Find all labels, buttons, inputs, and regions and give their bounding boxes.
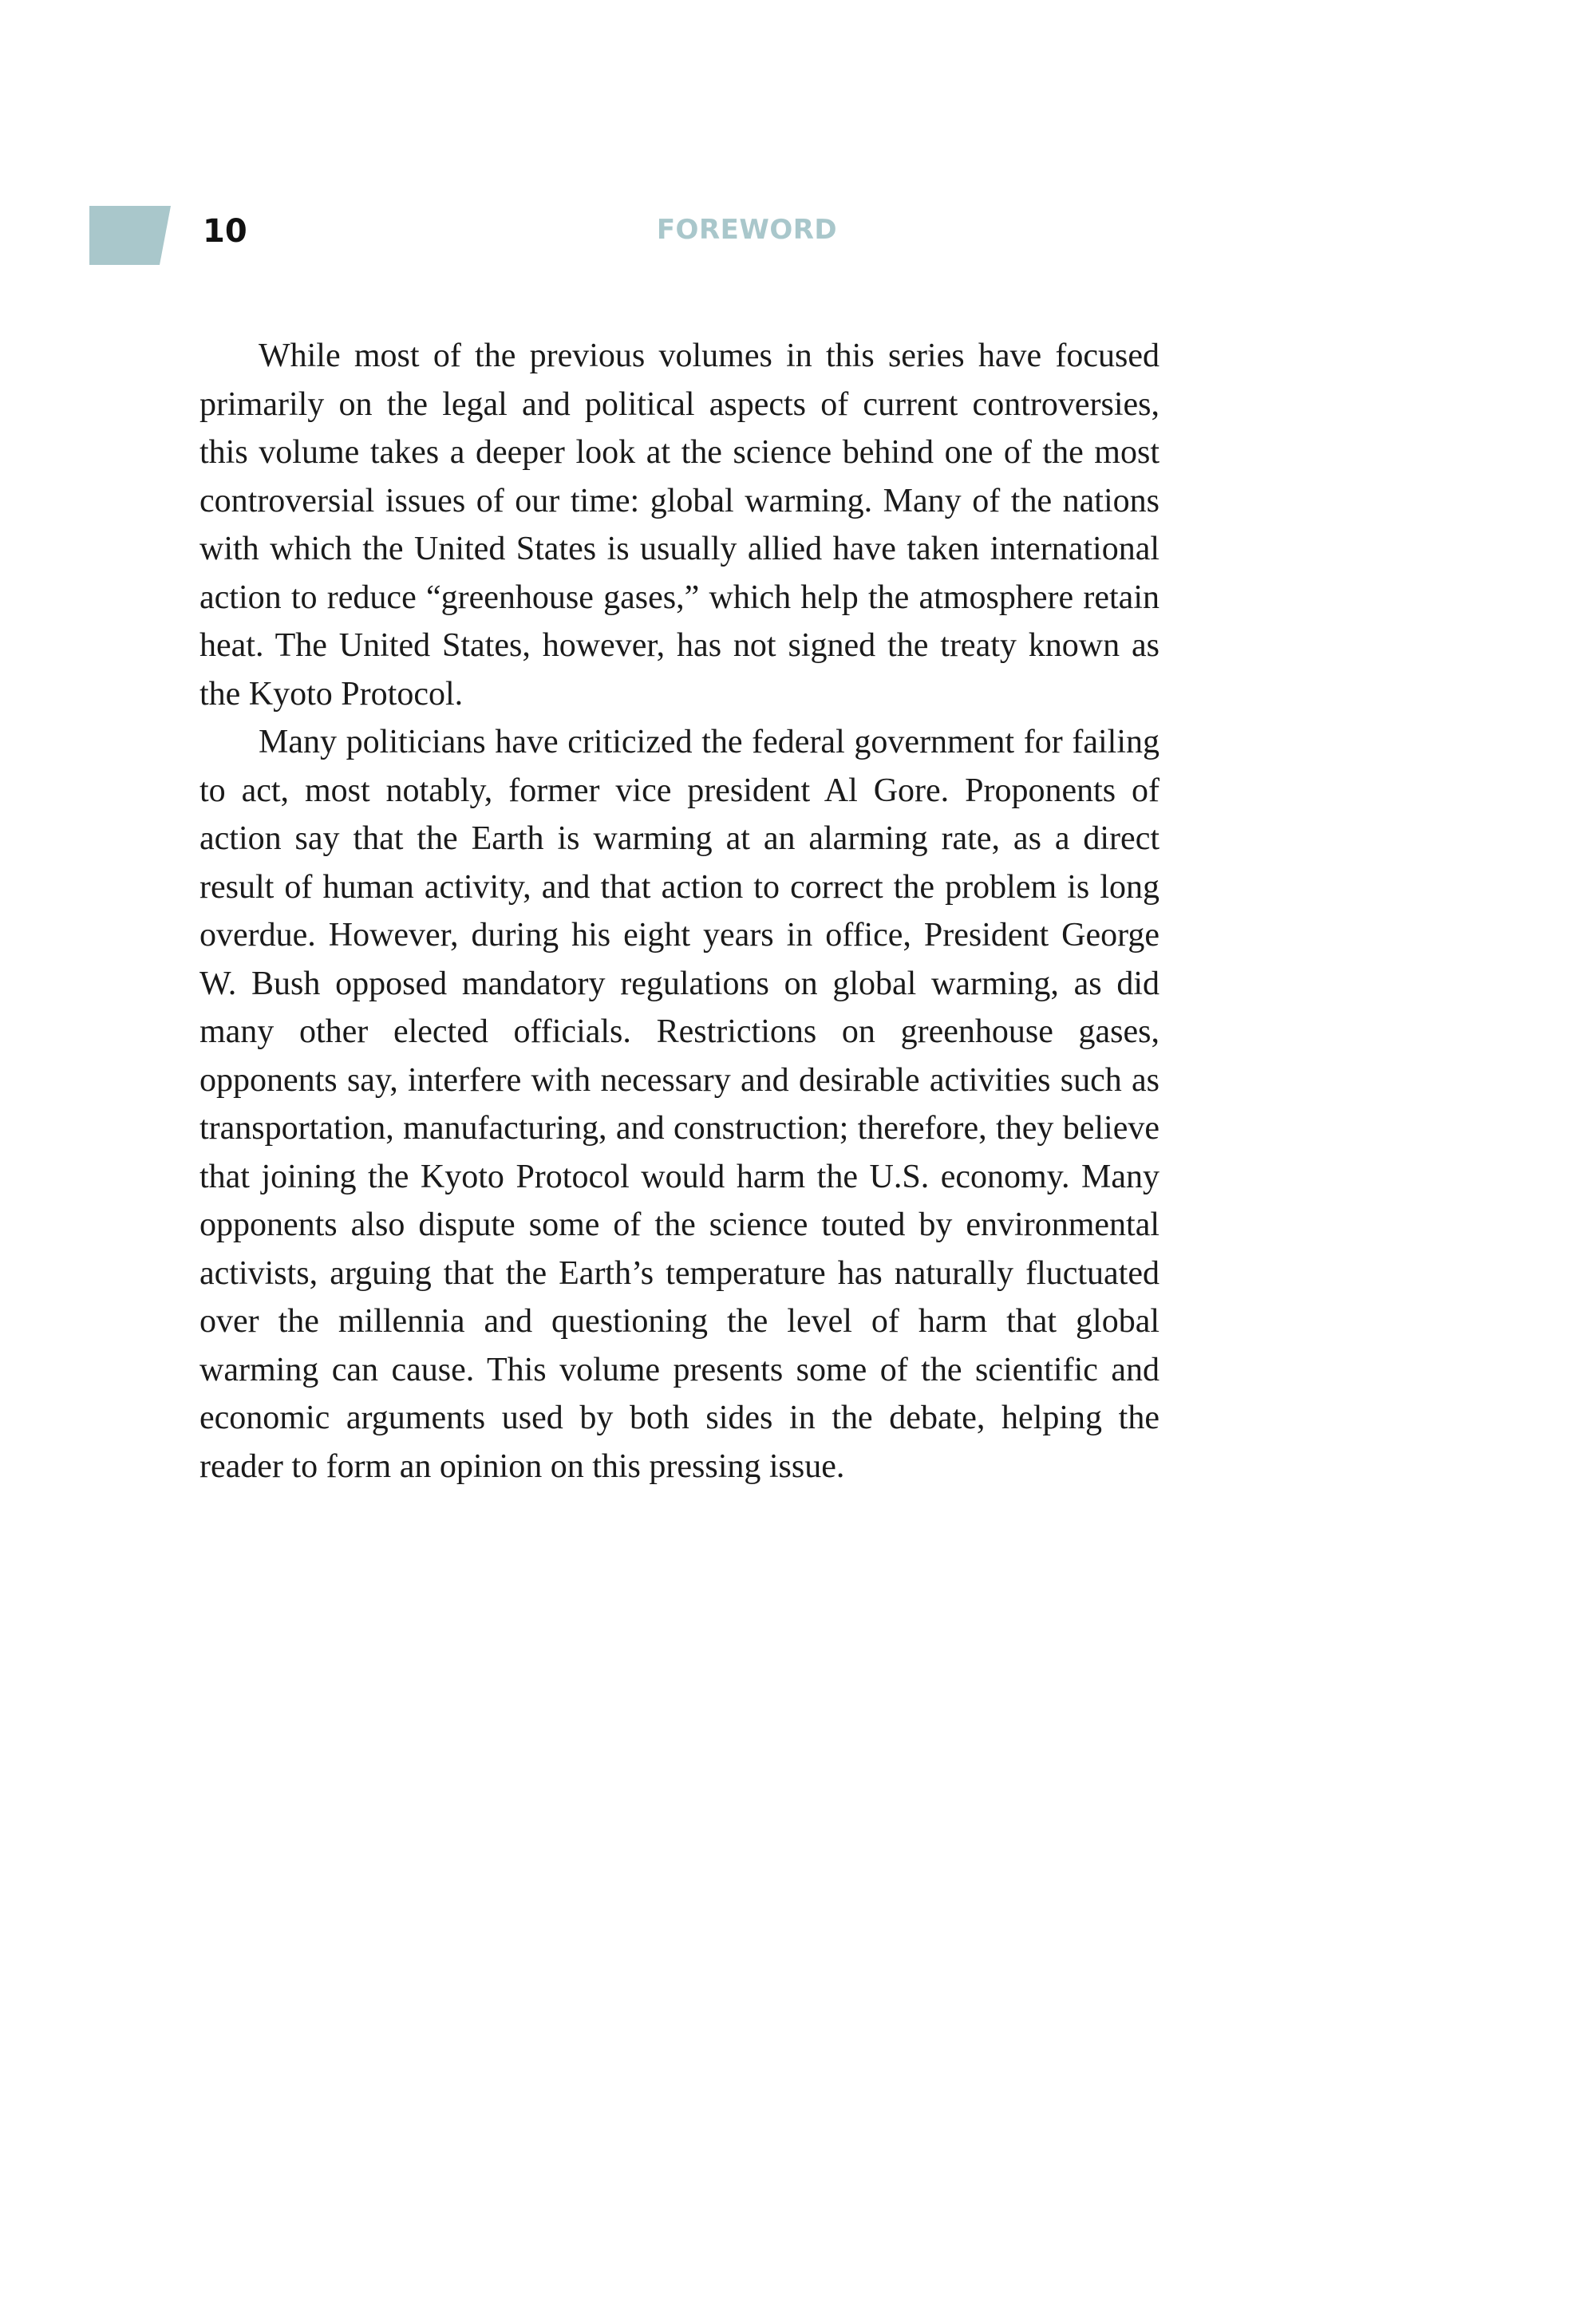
running-head: FOREWORD <box>656 214 838 246</box>
page-number: 10 <box>203 213 247 250</box>
paragraph-2: Many politicians have criticized the federal government for failing to act, most notably, former vice president Al Gore. Proponents of action say that the Earth is warming at an alarming rate, as a direct result of human activity, and that action to correct the problem is long overdue. However, during his eight years in office, President George W. Bush opposed mandatory regulations on global warming, as did many other elected officials. Restrictions on greenhouse gases, opponents say, interfere with necessary and desirable activities such as transportation, manufacturing, and construction; therefore, they believe that joining the Kyoto Protocol would harm the U.S. economy. Many opponents also dispute some of the science touted by environmental activists, arguing that the Earth’s temperature has naturally fluctuated over the millennia and questioning the level of harm that global warming can cause. This volume presents some of the scientific and economic arguments used by both sides in the debate, helping the reader to form an opinion on this pressing issue. <box>200 724 1159 1485</box>
body-text <box>200 332 1159 1491</box>
paragraph-1: While most of the previous volumes in this series have focused primarily on the legal and political aspects of current controversies, this volume takes a deeper look at the science behind one of the most controversial issues of our time: global warming. Many of the nations with which the United States is usually allied have taken international action to reduce “greenhouse gases,” which help the atmosphere retain heat. The United States, however, has not signed the treaty known as the Kyoto Protocol. <box>200 338 1159 713</box>
